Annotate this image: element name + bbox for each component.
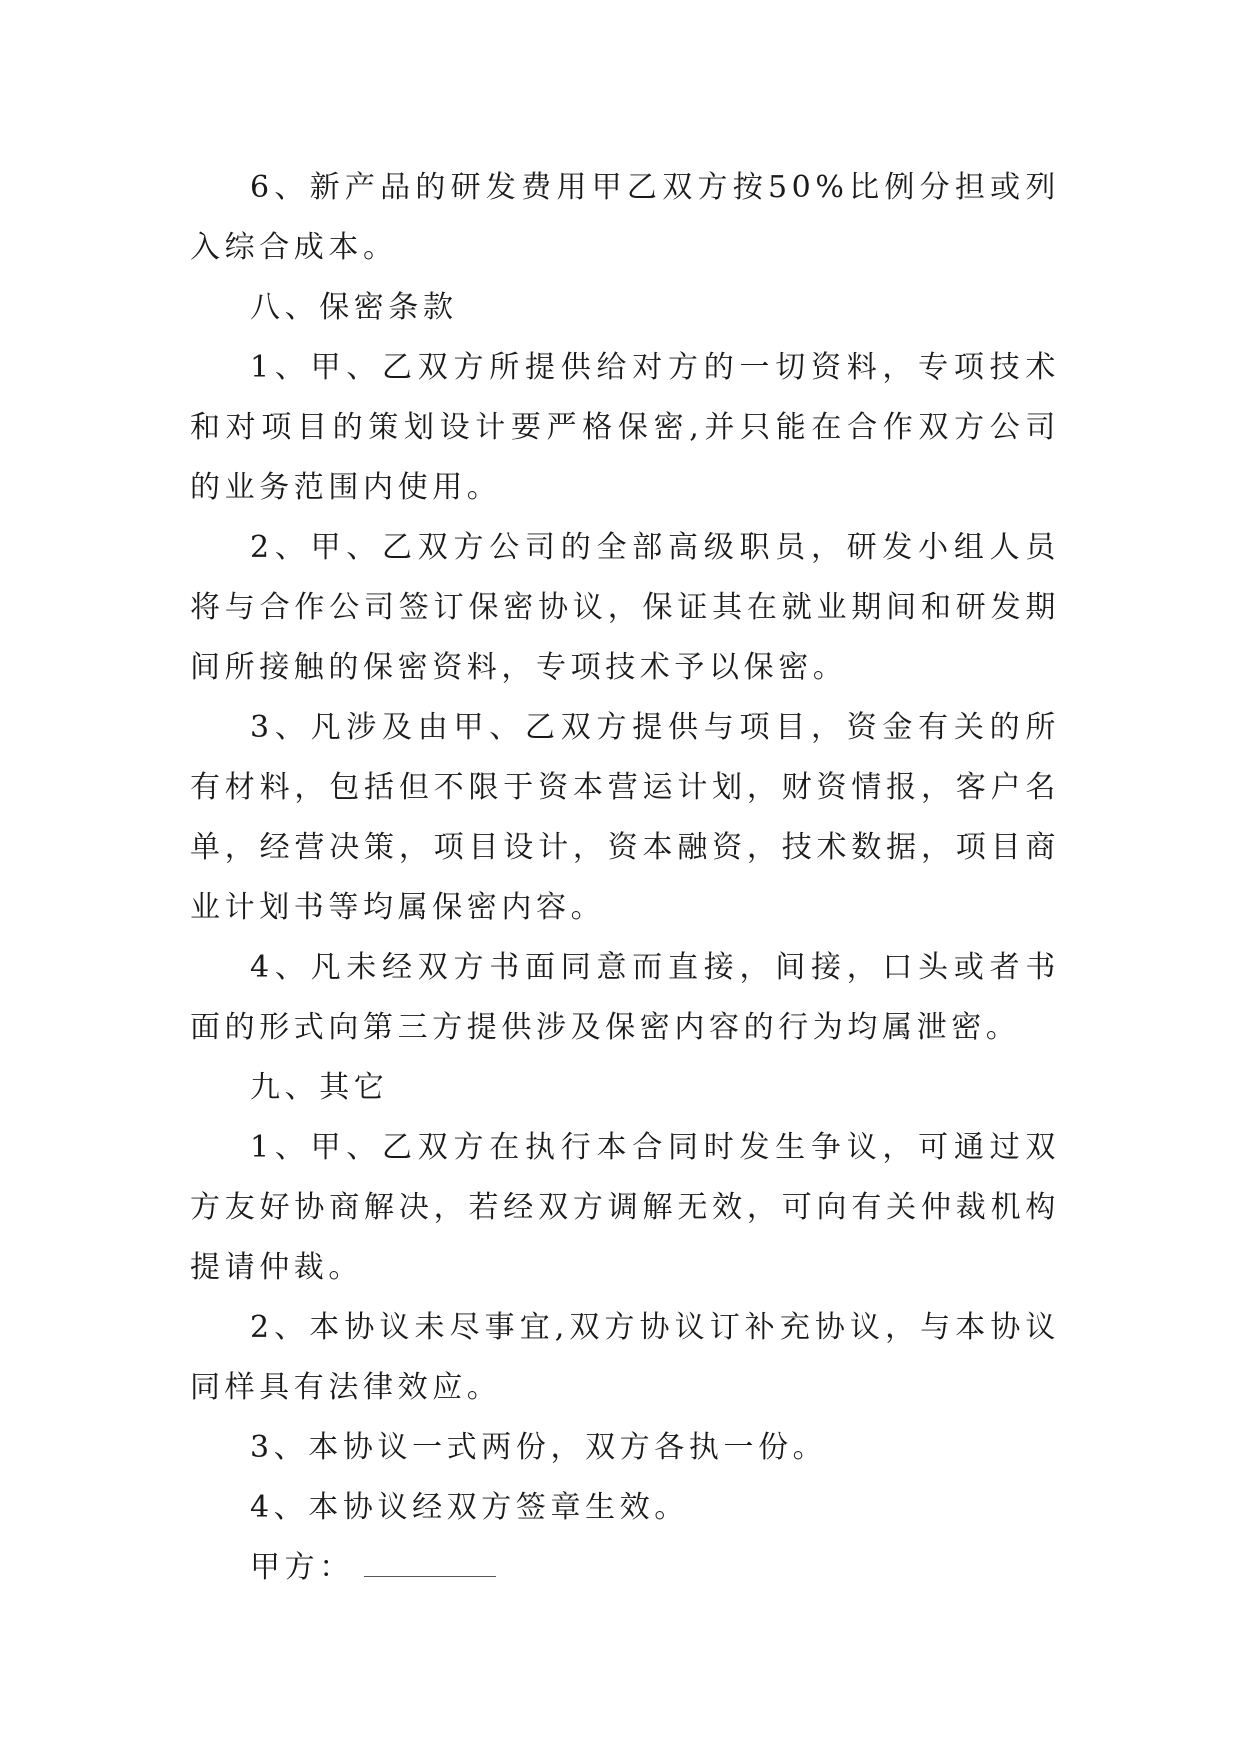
clause-other-3: 3、本协议一式两份，双方各执一份。 [250, 1430, 828, 1465]
party-a-label: 甲方： [250, 1550, 354, 1585]
document-body [190, 158, 1060, 1598]
party-a-signature-blank[interactable] [364, 1554, 496, 1577]
section-heading-other: 九、其它 [250, 1070, 389, 1105]
clause-other-1: 1、甲、乙双方在执行本合同时发生争议，可通过双方友好协商解决，若经双方调解无效，可向有关仲裁机构提请仲裁。 [190, 1130, 1060, 1285]
clause-confidentiality-1: 1、甲、乙双方所提供给对方的一切资料，专项技术和对项目的策划设计要严格保密,并只能在合作双方公司的业务范围内使用。 [190, 350, 1060, 505]
clause-confidentiality-2: 2、甲、乙双方公司的全部高级职员，研发小组人员将与合作公司签订保密协议，保证其在就业期间和研发期间所接触的保密资料，专项技术予以保密。 [190, 530, 1060, 685]
clause-confidentiality-4: 4、凡未经双方书面同意而直接，间接，口头或者书面的形式向第三方提供涉及保密内容的行为均属泄密。 [190, 950, 1060, 1045]
party-a-signature-line [190, 1538, 1060, 1598]
clause-confidentiality-3: 3、凡涉及由甲、乙双方提供与项目，资金有关的所有材料，包括但不限于资本营运计划，财资情报，客户名单，经营决策，项目设计，资本融资，技术数据，项目商业计划书等均属保密内容。 [190, 710, 1060, 925]
section-heading-confidentiality: 八、保密条款 [250, 290, 458, 325]
clause-6-rd-costs: 6、新产品的研发费用甲乙双方按50%比例分担或列入综合成本。 [190, 170, 1060, 265]
clause-other-4: 4、本协议经双方签章生效。 [250, 1490, 689, 1525]
clause-other-2: 2、本协议未尽事宜,双方协议订补充协议，与本协议同样具有法律效应。 [190, 1310, 1060, 1405]
